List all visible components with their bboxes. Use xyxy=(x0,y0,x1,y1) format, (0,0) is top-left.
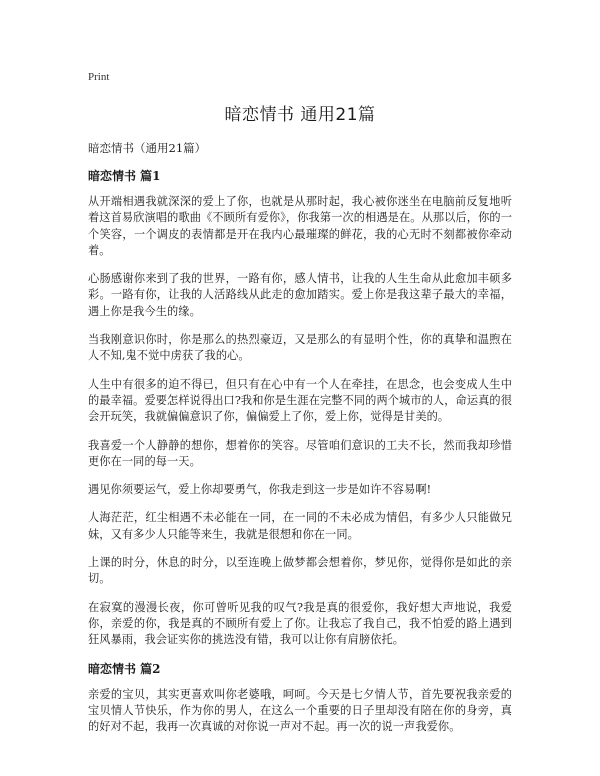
print-label[interactable]: Print xyxy=(88,71,110,83)
paragraph: 当我刚意识你时，你是那么的热烈豪迈，又是那么的有显明个性，你的真挚和温煦在人不知,鬼不觉中虏获了我的心。 xyxy=(88,333,512,363)
paragraph: 上课的时分，休息的时分，以至连晚上做梦都会想着你，梦见你，觉得你是如此的亲切。 xyxy=(88,556,512,586)
section-1 xyxy=(88,168,512,649)
document-title: 暗恋情书 通用21篇 xyxy=(224,105,376,125)
paragraph: 人生中有很多的迫不得已，但只有在心中有一个人在牵挂，在思念，也会变成人生中的最幸福。爱要怎样说得出口?我和你是生涯在完整不同的两个城市的人，命运真的很会开玩笑，我就偏偏意识了你，偏偏爱上了你，爱上你，觉得是甘美的。 xyxy=(88,377,512,424)
paragraph: 心肠感谢你来到了我的世界，一路有你，感人情书，让我的人生生命从此愈加丰硕多彩。一路有你，让我的人活路线从此走的愈加踏实。爱上你是我这辈子最大的幸福，遇上你是我今生的缘。 xyxy=(88,272,512,318)
paragraph: 遇见你须要运气，爱上你却要勇气，你我走到这一步是如许不容易啊! xyxy=(88,483,432,497)
section-2 xyxy=(88,661,512,736)
section-heading: 暗恋情书 篇2 xyxy=(88,661,161,676)
paragraph: 在寂寞的漫漫长夜，你可曾听见我的叹气?我是真的很爱你，我好想大声地说，我爱你，亲爱的你，我是真的不顾所有爱上了你。让我忘了我自己，我不怕爱的路上遇到狂风暴雨，我会证实你的挑选没有错，我可以让你有肩膀依托。 xyxy=(88,600,512,647)
paragraph: 从开端相遇我就深深的爱上了你，也就是从那时起，我心被你迷坐在电脑前反复地听着这首易欣演唱的歌曲《不顾所有爱你》，你我第一次的相遇是在。从那以后，你的一个笑容，一个调皮的表情都是开在我内心最璀璨的鲜花，我的心无时不刻都被你牵动着。 xyxy=(88,195,512,257)
section-heading: 暗恋情书 篇1 xyxy=(88,169,161,183)
paragraph: 人海茫茫，红尘相遇不未必能在一同，在一同的不未必成为情侣，有多少人只能做兄妹，又有多少人只能等来生，我就是很想和你在一同。 xyxy=(88,511,512,541)
paragraph: 亲爱的宝贝，其实更喜欢叫你老婆哦，呵呵。今天是七夕情人节，首先要祝我亲爱的宝贝情人节快乐，作为你的男人，在这么一个重要的日子里却没有陪在你的身旁，真的好对不起，我再一次真诚的对你说一声对不起。再一次的说一声我爱你。 xyxy=(88,687,512,734)
document-subtitle: 暗恋情书（通用21篇） xyxy=(88,141,207,155)
paragraph: 我喜爱一个人静静的想你，想着你的笑容。尽管咱们意识的工夫不长，然而我却珍惜更你在一同的每一天。 xyxy=(88,438,512,468)
